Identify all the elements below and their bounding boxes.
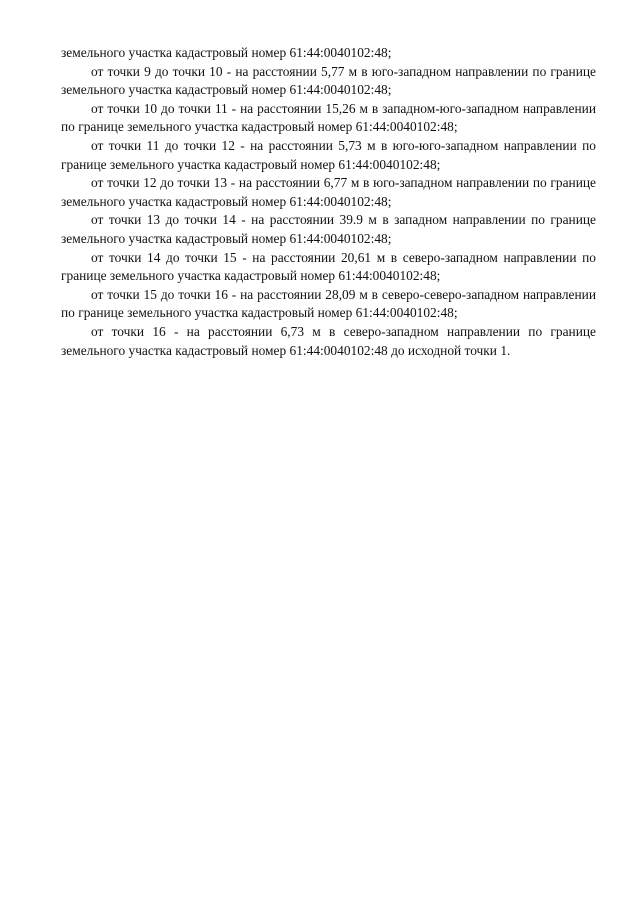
paragraph-segment-9-10: от точки 9 до точки 10 - на расстоянии 5,77 м в юго-западном направлении по границе земельного участка кадастровый номер 61:44:0040102:48; [61,63,596,98]
paragraph-segment-16-1: от точки 16 - на расстоянии 6,73 м в северо-западном направлении по границе земельного участка кадастровый номер 61:44:0040102:48 до исходной точки 1. [61,323,596,358]
document-body [61,44,596,360]
paragraph-segment-12-13: от точки 12 до точки 13 - на расстоянии 6,77 м в юго-западном направлении по границе земельного участка кадастровый номер 61:44:0040102:48; [61,175,596,209]
paragraph-segment-10-11: от точки 10 до точки 11 - на расстоянии 15,26 м в западном-юго-западном направлении по границе земельного участка кадастровый номер 61:44:0040102:48; [61,100,596,135]
paragraph-segment-15-16: от точки 15 до точки 16 - на расстоянии 28,09 м в северо-северо-западном направлении по границе земельного участка кадастровый номер 61:44:0040102:48; [61,286,596,321]
paragraph-segment-14-15: от точки 14 до точки 15 - на расстоянии 20,61 м в северо-западном направлении по границе земельного участка кадастровый номер 61:44:0040102:48; [61,249,596,284]
paragraph-segment-13-14: от точки 13 до точки 14 - на расстоянии 39.9 м в западном направлении по границе земельного участка кадастровый номер 61:44:0040102:48; [61,212,596,246]
paragraph-continuation: земельного участка кадастровый номер 61:44:0040102:48; [61,45,392,60]
paragraph-segment-11-12: от точки 11 до точки 12 - на расстоянии 5,73 м в юго-юго-западном направлении по границе земельного участка кадастровый номер 61:44:0040102:48; [61,137,596,172]
